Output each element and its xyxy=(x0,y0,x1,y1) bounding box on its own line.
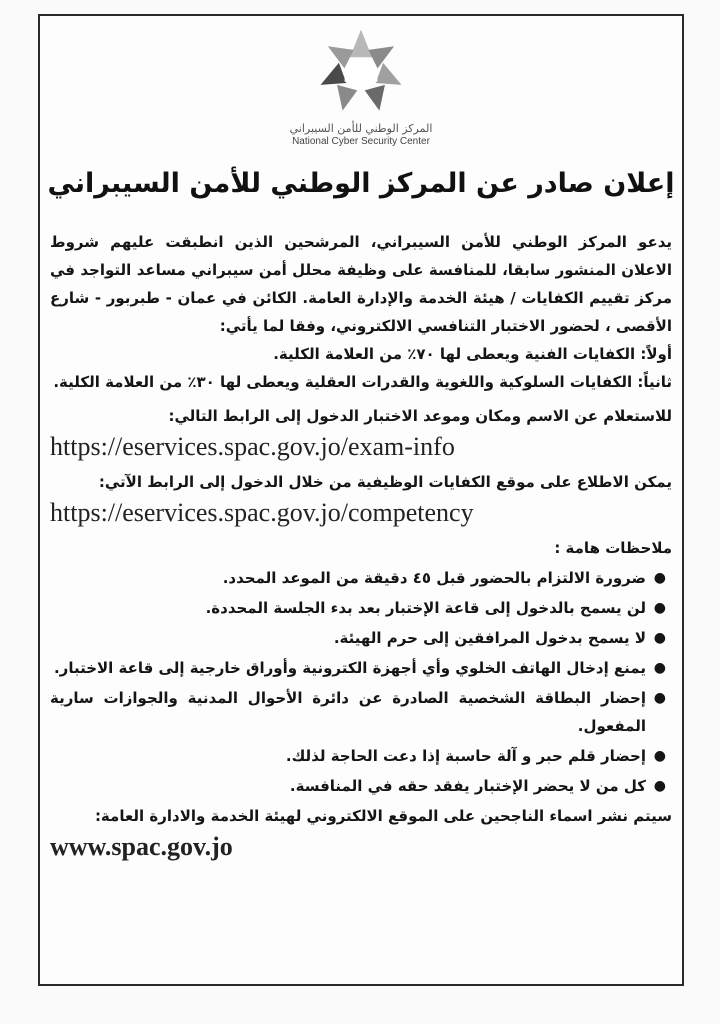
list-item: ● إحضار قلم حبر و آلة حاسبة إذا دعت الحاجة لذلك. xyxy=(50,742,672,770)
footer-note: سيتم نشر اسماء الناجحين على الموقع الالكتروني لهيئة الخدمة والادارة العامة: xyxy=(94,807,672,825)
bullet-icon: ● xyxy=(653,778,666,794)
intro-paragraph: يدعو المركز الوطني للأمن السيبراني، المرشحين الذين انطبقت عليهم شروط الاعلان المنشور سابقا، للمنافسة على وظيفة محلل أمن سيبراني مساعد التواجد في مركز تقييم الكفايات / هيئة الخدمة والإدارة العامة. الكائن في عمان - طبربور - شارع الأقصى ، لحضور الاختبار التنافسي الالكتروني، وفقا لما يأتي: xyxy=(50,233,672,335)
bullet-icon: ● xyxy=(653,600,666,616)
logo-block xyxy=(40,26,682,164)
list-item: ● لن يسمح بالدخول إلى قاعة الإختبار بعد بدء الجلسة المحددة. xyxy=(50,594,672,622)
bullet-icon: ● xyxy=(653,690,666,706)
list-item: ● يمنع إدخال الهاتف الخلوي وأي أجهزة الكترونية وأوراق خارجية إلى قاعة الاختبار. xyxy=(50,654,672,682)
bullet-icon: ● xyxy=(653,570,666,586)
logo-name-arabic: المركز الوطني للأمن السيبراني xyxy=(289,122,433,135)
notes-title: ملاحظات هامة : xyxy=(554,539,672,557)
list-item: ● كل من لا يحضر الإختبار يفقد حقه في المنافسة. xyxy=(50,772,672,800)
list-item: ● إحضار البطاقة الشخصية الصادرة عن دائرة الأحوال المدنية والجوازات سارية المفعول. xyxy=(50,684,672,740)
first-criterion: أولاً: الكفايات الفنية ويعطى لها ٧٠٪ من العلامة الكلية. xyxy=(273,345,672,363)
list-item: ● لا يسمح بدخول المرافقين إلى حرم الهيئة. xyxy=(50,624,672,652)
notice-body xyxy=(50,228,672,864)
competency-link[interactable]: https://eservices.spac.gov.jo/competency xyxy=(50,498,474,527)
second-criterion: ثانياً: الكفايات السلوكية واللغوية والقدرات العقلية ويعطى لها ٣٠٪ من العلامة الكلية. xyxy=(53,373,672,391)
inquiry-link[interactable]: https://eservices.spac.gov.jo/exam-info xyxy=(50,432,455,461)
ncsc-logo-icon xyxy=(305,26,417,118)
notes-list xyxy=(50,564,672,800)
list-item: ● ضرورة الالتزام بالحضور قبل ٤٥ دقيقة من الموعد المحدد. xyxy=(50,564,672,592)
competency-label: يمكن الاطلاع على موقع الكفايات الوظيفية من خلال الدخول إلى الرابط الآتي: xyxy=(98,473,672,491)
bullet-icon: ● xyxy=(653,748,666,764)
bullet-icon: ● xyxy=(653,630,666,646)
notice-frame xyxy=(38,14,684,986)
notice-title: إعلان صادر عن المركز الوطني للأمن السيبراني xyxy=(47,168,675,199)
footer-link[interactable]: www.spac.gov.jo xyxy=(50,832,233,861)
logo-name-english: National Cyber Security Center xyxy=(292,136,430,147)
inquiry-label: للاستعلام عن الاسم ومكان وموعد الاختبار الدخول إلى الرابط التالي: xyxy=(168,407,672,425)
bullet-icon: ● xyxy=(653,660,666,676)
